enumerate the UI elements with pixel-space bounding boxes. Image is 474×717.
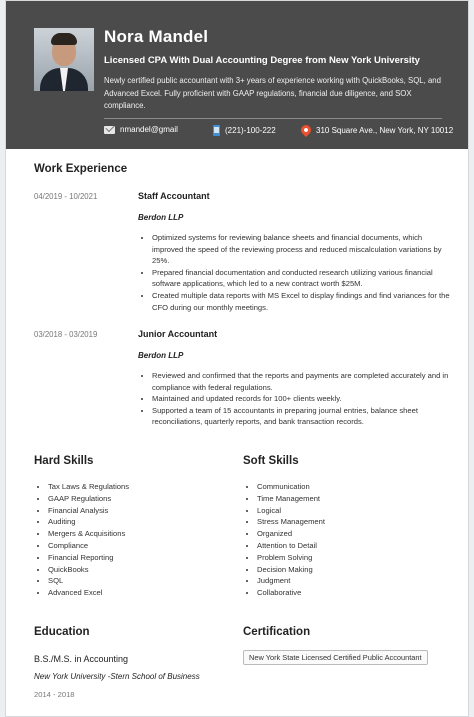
- list-item: • Financial Reporting: [48, 552, 129, 564]
- soft-skills-list: [245, 481, 325, 599]
- phone-icon: [213, 125, 220, 136]
- contact-phone[interactable]: [213, 125, 276, 136]
- list-item: • Tax Laws & Regulations: [48, 481, 129, 493]
- certification-heading: Certification: [243, 626, 311, 638]
- email-icon: [104, 126, 115, 134]
- list-item: • Optimized systems for reviewing balance sheets and financial documents, which improved the speed of the reviewing process and reduced miscalculation variations by 25%.: [152, 232, 452, 267]
- resume-page: [5, 0, 469, 717]
- education-degree: B.S./M.S. in Accounting: [34, 654, 129, 664]
- resume-header: [6, 1, 468, 149]
- list-item: • Organized: [257, 528, 325, 540]
- job-company: Berdon LLP: [138, 351, 184, 360]
- email-text: nmandel@gmail: [120, 125, 178, 134]
- list-item: • QuickBooks: [48, 564, 129, 576]
- list-item: • Maintained and updated records for 100+ clients weekly.: [152, 393, 452, 405]
- list-item: • Decision Making: [257, 564, 325, 576]
- job-dates: 04/2019 - 10/2021: [34, 192, 98, 201]
- list-item: • Auditing: [48, 516, 129, 528]
- list-item: • Judgment: [257, 575, 325, 587]
- job-bullets: [140, 370, 452, 428]
- list-item: • SQL: [48, 575, 129, 587]
- list-item: • Financial Analysis: [48, 505, 129, 517]
- work-experience-heading: Work Experience: [34, 163, 128, 175]
- list-item: • Attention to Detail: [257, 540, 325, 552]
- list-item: • Compliance: [48, 540, 129, 552]
- hard-skills-heading: Hard Skills: [34, 455, 94, 467]
- list-item: • Collaborative: [257, 587, 325, 599]
- soft-skills-heading: Soft Skills: [243, 455, 299, 467]
- candidate-tagline: Licensed CPA With Dual Accounting Degree from New York University: [104, 55, 420, 66]
- profile-photo: [34, 28, 94, 91]
- phone-text: (221)-100-222: [225, 126, 276, 135]
- list-item: • Time Management: [257, 493, 325, 505]
- location-pin-icon: [299, 123, 313, 137]
- list-item: • GAAP Regulations: [48, 493, 129, 505]
- list-item: • Communication: [257, 481, 325, 493]
- list-item: • Created multiple data reports with MS Excel to display findings and find variances for the CFO during our monthly meetings.: [152, 290, 452, 313]
- education-dates: 2014 - 2018: [34, 690, 75, 699]
- certification-badge: New York State Licensed Certified Public Accountant: [243, 650, 428, 665]
- hard-skills-list: [36, 481, 129, 599]
- list-item: • Supported a team of 15 accountants in preparing journal entries, balance sheet reconciliations, quarterly reports, and bank transaction records.: [152, 405, 452, 428]
- list-item: • Advanced Excel: [48, 587, 129, 599]
- job-title: Staff Accountant: [138, 191, 210, 201]
- contact-address: [301, 125, 453, 135]
- list-item: • Logical: [257, 505, 325, 517]
- address-text: 310 Square Ave., New York, NY 10012: [316, 125, 454, 135]
- job-bullets: [140, 232, 452, 313]
- education-school: New York University -Stern School of Business: [34, 672, 200, 681]
- header-divider: [104, 118, 442, 119]
- job-title: Junior Accountant: [138, 329, 218, 339]
- list-item: • Problem Solving: [257, 552, 325, 564]
- candidate-name: Nora Mandel: [104, 27, 209, 46]
- list-item: • Prepared financial documentation and conducted research utilizing various financial software applications, which led to a new contract worth $25M.: [152, 267, 452, 290]
- list-item: • Stress Management: [257, 516, 325, 528]
- list-item: • Mergers & Acquisitions: [48, 528, 129, 540]
- education-heading: Education: [34, 626, 90, 638]
- job-dates: 03/2018 - 03/2019: [34, 330, 98, 339]
- contact-email[interactable]: [104, 125, 178, 134]
- list-item: • Reviewed and confirmed that the reports and payments are completed accurately and in compliance with federal regulations.: [152, 370, 452, 393]
- job-company: Berdon LLP: [138, 213, 184, 222]
- candidate-summary: Newly certified public accountant with 3+ years of experience working with QuickBooks, SQL, and Advanced Excel. Fully proficient with GAAP regulations, financial due diligence, and SOX compliance.: [104, 76, 441, 110]
